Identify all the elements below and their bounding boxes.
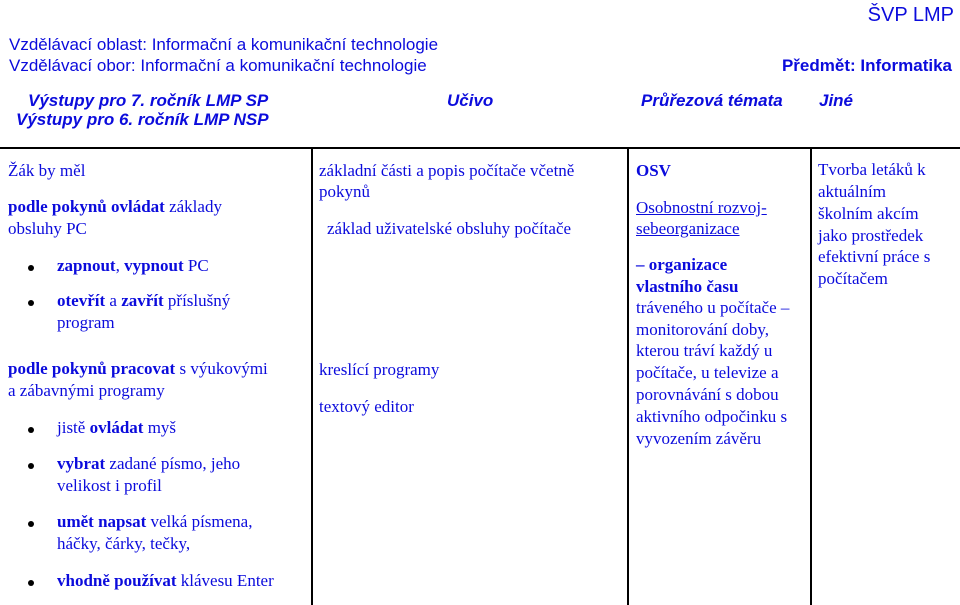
jine-line4: jako prostředek xyxy=(818,226,924,245)
prurez-line5: tráveného u počítače – xyxy=(636,298,790,317)
prurez-organization: – organizace xyxy=(636,255,728,274)
education-field: Vzdělávací obor: Informační a komunikační technologie xyxy=(9,56,427,75)
prurez-own-time: vlastního času xyxy=(636,277,739,296)
subject-title: Předmět: Informatika xyxy=(781,56,952,75)
outputs-grade7: Výstupy pro 7. ročník LMP SP xyxy=(28,91,269,110)
column-ucivo: Učivo xyxy=(447,91,494,110)
outputs-bullet-font-line2: velikost i profil xyxy=(57,476,162,495)
jine-line2: aktuálním xyxy=(818,182,886,201)
jine-line5: efektivní práce s xyxy=(818,247,931,266)
outputs-item-basics: podle pokynů ovládat základy xyxy=(8,197,222,216)
education-area: Vzdělávací oblast: Informační a komunikační technologie xyxy=(9,35,439,54)
outputs-item-work: podle pokynů pracovat s výukovými xyxy=(8,359,268,378)
outputs-bullet-open-close-line2: program xyxy=(57,313,115,332)
column-divider-3 xyxy=(810,147,812,605)
outputs-bullet-enter: vhodně používat klávesu Enter xyxy=(57,571,274,590)
bullet xyxy=(28,463,34,469)
outputs-grade6: Výstupy pro 6. ročník LMP NSP xyxy=(16,110,269,129)
prurez-personal-growth: Osobnostní rozvoj- xyxy=(636,198,767,217)
outputs-bullet-write-line2: háčky, čárky, tečky, xyxy=(57,534,191,553)
outputs-item-basics-line2: obsluhy PC xyxy=(8,219,87,238)
outputs-bullet-mouse: jistě ovládat myš xyxy=(57,418,177,437)
prurez-line9: porovnávání s dobou xyxy=(636,385,779,404)
column-jine: Jiné xyxy=(819,91,854,110)
outputs-bullet-write: umět napsat velká písmena, xyxy=(57,512,253,531)
prurez-line11: vyvozením závěru xyxy=(636,429,762,448)
ucivo-basic-operation: základ uživatelské obsluhy počítače xyxy=(327,219,572,238)
column-divider-2 xyxy=(627,147,629,605)
column-divider-1 xyxy=(311,147,313,605)
prurez-osv: OSV xyxy=(636,161,671,180)
ucivo-text-editor: textový editor xyxy=(319,397,414,416)
ucivo-parts: základní části a popis počítače včetně xyxy=(319,161,575,180)
jine-line6: počítačem xyxy=(818,269,888,288)
bullet xyxy=(28,300,34,306)
column-prurezova-temata: Průřezová témata xyxy=(641,91,783,110)
prurez-self-organization: sebeorganizace xyxy=(636,219,740,238)
prurez-line8: počítače, u televize a xyxy=(636,363,779,382)
outputs-bullet-power: zapnout, vypnout PC xyxy=(57,256,209,275)
outputs-bullet-open-close: otevřít a zavřít příslušný xyxy=(57,291,231,310)
bullet xyxy=(28,265,34,271)
jine-line1: Tvorba letáků k xyxy=(818,160,926,179)
outputs-bullet-font: vybrat zadané písmo, jeho xyxy=(57,454,241,473)
table-top-border xyxy=(0,147,960,149)
prurez-line10: aktivního odpočinku s xyxy=(636,407,788,426)
prurez-line6: monitorování doby, xyxy=(636,320,769,339)
ucivo-drawing-programs: kreslící programy xyxy=(319,360,440,379)
bullet xyxy=(28,521,34,527)
ucivo-parts-line2: pokynů xyxy=(319,182,370,201)
outputs-item-work-line2: a zábavnými programy xyxy=(8,381,165,400)
bullet xyxy=(28,580,34,586)
svp-label: ŠVP LMP xyxy=(867,4,954,26)
outputs-intro: Žák by měl xyxy=(8,161,86,180)
jine-line3: školním akcím xyxy=(818,204,919,223)
bullet xyxy=(28,427,34,433)
prurez-line7: kterou tráví každý u xyxy=(636,341,773,360)
